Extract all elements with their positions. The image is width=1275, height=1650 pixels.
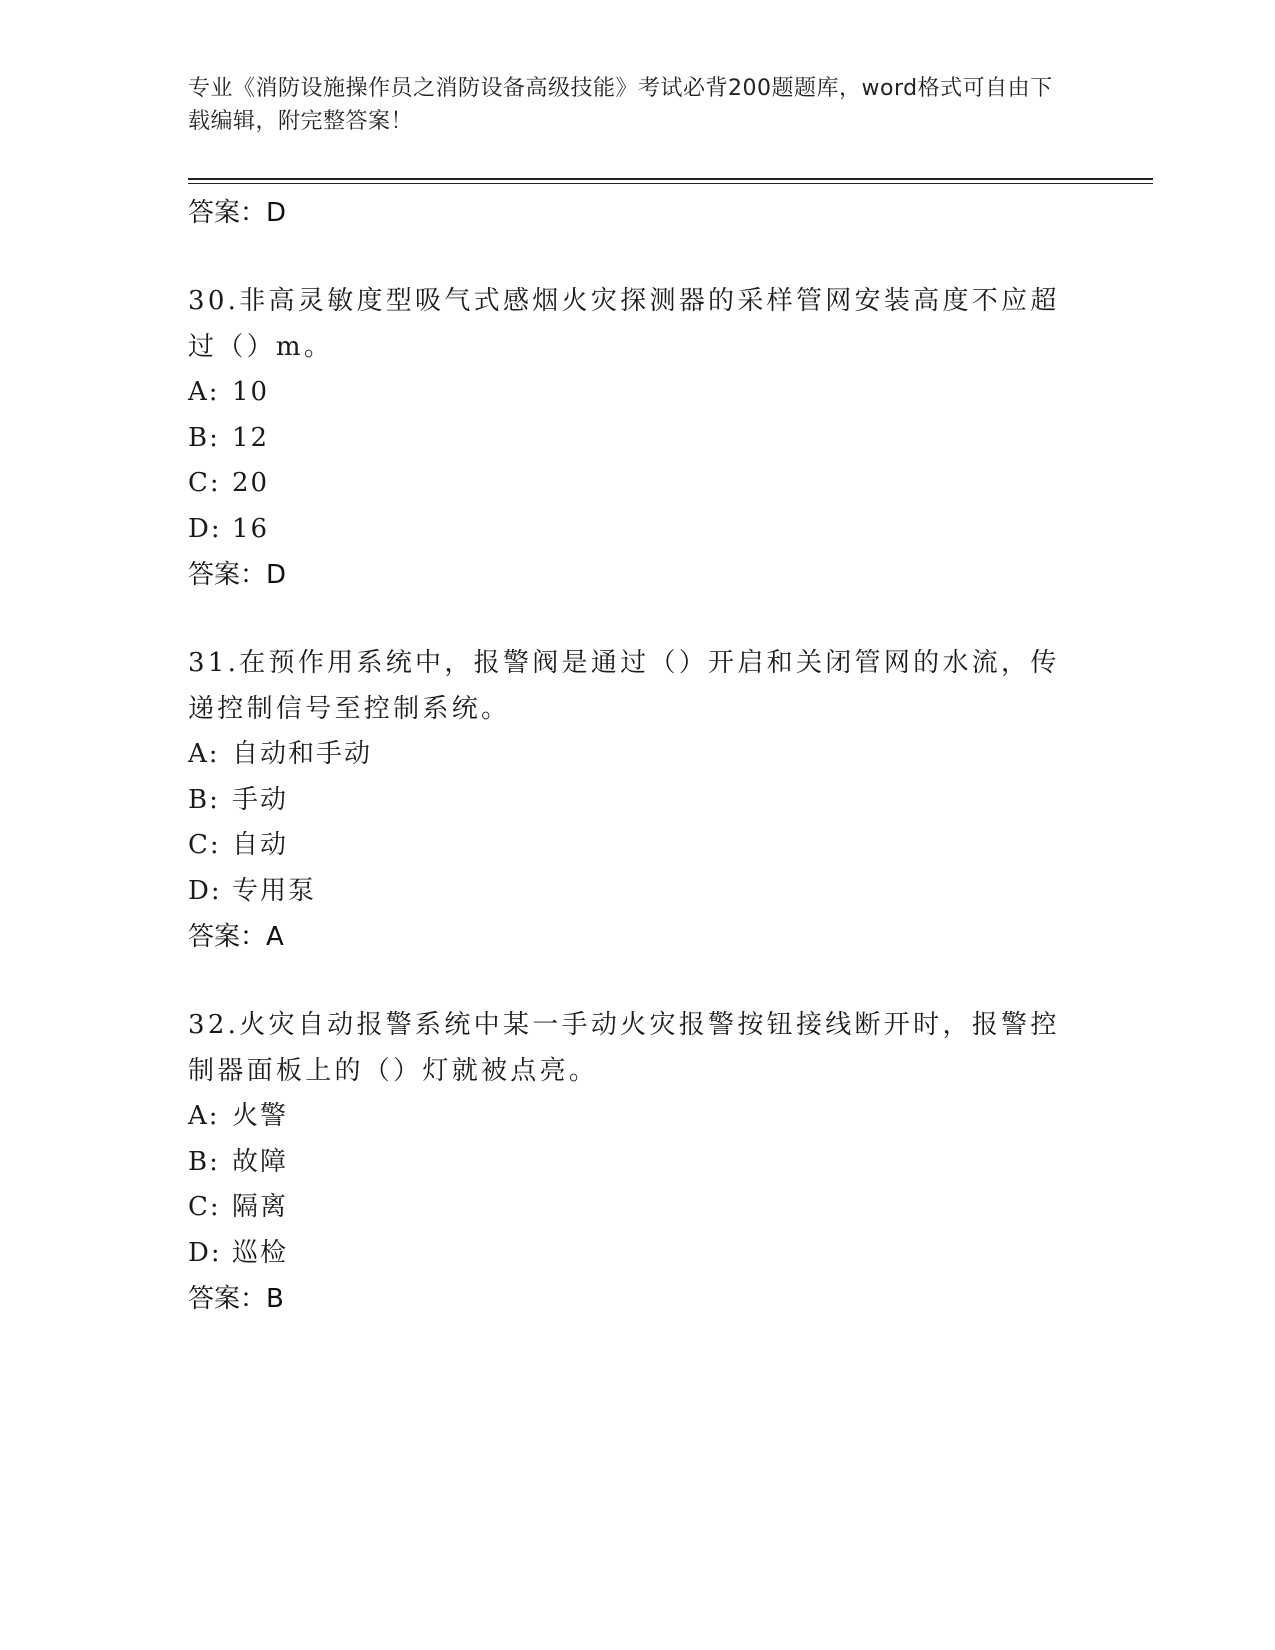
option-text: 自动和手动 bbox=[232, 739, 373, 769]
option-text: 12 bbox=[232, 422, 270, 453]
question-text: 32.火灾自动报警系统中某一手动火灾报警按钮接线断开时，报警控制器面板上的（）灯就被点亮。 bbox=[188, 1010, 1060, 1086]
option-text: 隔离 bbox=[232, 1192, 289, 1222]
option-letter: C: bbox=[188, 468, 221, 498]
option-d bbox=[188, 1231, 1088, 1277]
option-letter: B: bbox=[188, 1146, 220, 1177]
option-c bbox=[188, 823, 1088, 869]
option-letter: D: bbox=[188, 513, 222, 544]
option-text: 10 bbox=[232, 377, 270, 407]
option-a bbox=[188, 370, 1088, 416]
option-text: 故障 bbox=[232, 1146, 289, 1177]
answer-line: 答案：B bbox=[188, 1284, 284, 1314]
option-letter: A: bbox=[188, 377, 220, 407]
option-text: 专用泵 bbox=[232, 875, 317, 906]
option-b bbox=[188, 778, 1088, 824]
answer-line: 答案：A bbox=[188, 922, 284, 952]
header-rule-thin bbox=[188, 183, 1153, 184]
answer-line: 答案：D bbox=[188, 198, 287, 228]
option-c bbox=[188, 1185, 1088, 1231]
option-b bbox=[188, 416, 1088, 462]
header-rule-thick bbox=[188, 178, 1153, 180]
document-header: 专业《消防设施操作员之消防设备高级技能》考试必背200题题库，word格式可自由下载编辑，附完整答案！ bbox=[188, 76, 1053, 134]
option-b bbox=[188, 1140, 1088, 1186]
answer-line: 答案：D bbox=[188, 560, 287, 590]
option-text: 手动 bbox=[232, 784, 289, 815]
question-block bbox=[188, 278, 1088, 598]
option-c bbox=[188, 461, 1088, 507]
option-letter: B: bbox=[188, 422, 220, 453]
question-list bbox=[188, 190, 1088, 1322]
option-text: 自动 bbox=[232, 830, 289, 860]
option-a bbox=[188, 732, 1088, 778]
option-d bbox=[188, 869, 1088, 915]
option-letter: D: bbox=[188, 875, 222, 906]
option-letter: C: bbox=[188, 830, 221, 860]
option-text: 20 bbox=[232, 468, 270, 498]
option-letter: D: bbox=[188, 1237, 222, 1268]
question-block bbox=[188, 640, 1088, 960]
option-text: 巡检 bbox=[232, 1237, 289, 1268]
question-text: 30.非高灵敏度型吸气式感烟火灾探测器的采样管网安装高度不应超过（）m。 bbox=[188, 286, 1060, 362]
option-d bbox=[188, 507, 1088, 553]
option-a bbox=[188, 1094, 1088, 1140]
option-letter: B: bbox=[188, 784, 220, 815]
question-text: 31.在预作用系统中，报警阀是通过（）开启和关闭管网的水流，传递控制信号至控制系统。 bbox=[188, 648, 1060, 724]
option-text: 16 bbox=[232, 513, 270, 544]
option-letter: A: bbox=[188, 1101, 220, 1131]
option-text: 火警 bbox=[232, 1101, 289, 1131]
question-block bbox=[188, 1002, 1088, 1322]
option-letter: A: bbox=[188, 739, 220, 769]
option-letter: C: bbox=[188, 1192, 221, 1222]
